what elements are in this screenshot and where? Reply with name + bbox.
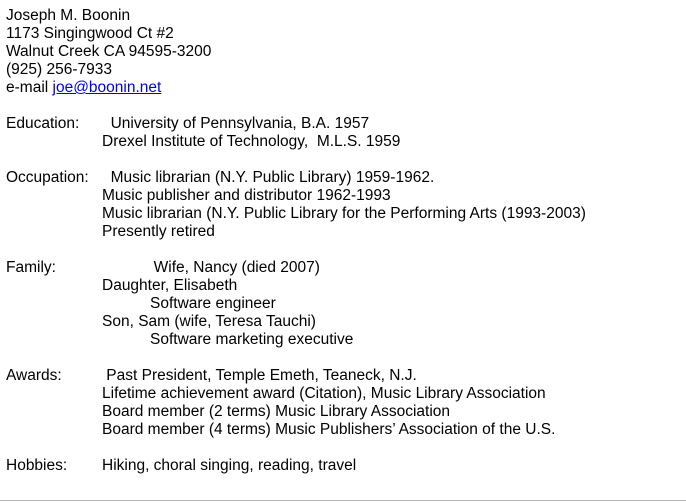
awards-item: Board member (2 terms) Music Library Association [102, 403, 451, 420]
contact-name: Joseph M. Boonin [6, 7, 131, 24]
spacer [6, 241, 682, 259]
hobbies-value: Hiking, choral singing, reading, travel [102, 457, 357, 474]
awards-item: Board member (4 terms) Music Publishers’ Association of the U.S. [102, 421, 556, 438]
awards-label: Awards: [6, 367, 62, 384]
spacer [6, 439, 682, 457]
family-son: Son, Sam (wife, Teresa Tauchi) [102, 313, 316, 330]
family-son-job: Software marketing executive [150, 331, 354, 348]
occupation-item: Music librarian (N.Y. Public Library for the Performing Arts (1993-2003) [102, 205, 586, 222]
education-item: Drexel Institute of Technology, M.L.S. 1959 [102, 133, 401, 150]
contact-email-line [6, 79, 682, 97]
occupation-item: Music publisher and distributor 1962-1993 [102, 187, 391, 204]
awards-row [6, 367, 682, 385]
spacer [6, 349, 682, 367]
occupation-item: Presently retired [102, 223, 215, 240]
family-row [6, 259, 682, 277]
family-spouse: Wife, Nancy (died 2007) [102, 259, 320, 276]
resume-document [6, 7, 682, 475]
contact-phone: (925) 256-7933 [6, 61, 112, 78]
hobbies-label: Hobbies: [6, 457, 68, 474]
spacer [6, 97, 682, 115]
spacer [6, 151, 682, 169]
awards-item: Lifetime achievement award (Citation), Music Library Association [102, 385, 546, 402]
education-row [6, 115, 682, 133]
email-label: e-mail [6, 79, 53, 96]
education-label: Education: [6, 115, 80, 132]
occupation-row [6, 169, 682, 187]
family-label: Family: [6, 259, 56, 276]
contact-city: Walnut Creek CA 94595-3200 [6, 43, 212, 60]
occupation-label: Occupation: [6, 169, 89, 186]
education-item: University of Pennsylvania, B.A. 1957 [102, 115, 370, 132]
awards-item: Past President, Temple Emeth, Teaneck, N.J. [102, 367, 417, 384]
family-daughter-job: Software engineer [150, 295, 276, 312]
contact-street: 1173 Singingwood Ct #2 [6, 25, 174, 42]
hobbies-row [6, 457, 682, 475]
occupation-item: Music librarian (N.Y. Public Library) 1959-1962. [102, 169, 435, 186]
family-daughter: Daughter, Elisabeth [102, 277, 238, 294]
bottom-divider [0, 500, 686, 501]
email-link[interactable]: joe@boonin.net [52, 79, 162, 96]
